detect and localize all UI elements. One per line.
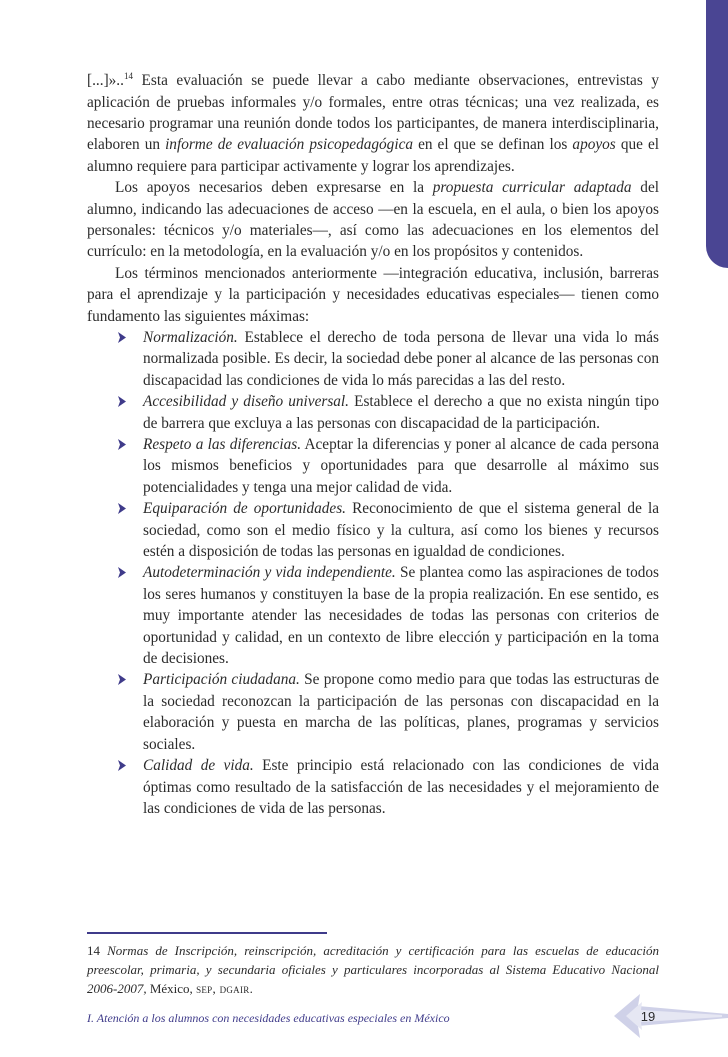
maxim-term: Participación ciudadana.	[143, 671, 300, 689]
list-item: Normalización. Establece el derecho de toda persona de llevar una vida lo más normalizada posible. Es decir, la sociedad debe poner al alcance de las personas con discapacidad las condiciones de vida lo más parecidas a las del resto.	[143, 327, 659, 391]
supports-paragraph: Los apoyos necesarios deben expresarse en la propuesta curricular adaptada del alumno, indicando las adecuaciones de acceso —en la escuela, en el aula, o bien los apoyos personales: técnicos y/o materiales—, así como las adecuaciones en los elementos del currículo: en la metodología, en la evaluación y/o en los propósitos y contenidos.	[87, 179, 659, 261]
chevron-right-icon	[117, 503, 127, 514]
list-item: Accesibilidad y diseño universal. Establece el derecho a que no exista ningún tipo de barrera que excluya a las personas con discapacidad de la participación.	[143, 391, 659, 434]
list-item: Autodeterminación y vida independiente. Se plantea como las aspiraciones de todos los seres humanos y constituyen la base de la propia realización. En ese sentido, es muy importante atender las necesidades de todas las personas con criterios de oportunidad y calidad, en un contexto de libre elección y participación en la toma de decisiones.	[143, 562, 659, 669]
footnote-ref[interactable]: 14	[123, 71, 133, 81]
chevron-right-icon	[117, 396, 127, 407]
body-text	[87, 66, 659, 819]
list-item: Equiparación de oportunidades. Reconocimiento de que el sistema general de la sociedad, como son el medio físico y la cultura, así como los bienes y recursos estén a disposición de todas las personas en igualdad de condiciones.	[143, 498, 659, 562]
footnote-divider	[87, 932, 327, 934]
maxim-term: Autodeterminación y vida independiente.	[143, 564, 396, 582]
chevron-right-icon	[117, 439, 127, 450]
list-item: Calidad de vida. Este principio está relacionado con las condiciones de vida óptimas como resultado de la satisfacción de las necesidades y el mejoramiento de las condiciones de vida de las personas.	[143, 755, 659, 819]
chevron-right-icon	[117, 567, 127, 578]
intro-paragraph: [...]»..$^{14}$ Esta evaluación se puede llevar a cabo mediante observaciones, entrevistas y aplicación de pruebas informales y/o formales, entre otras técnicas; una vez realizada, es necesario programar una reunión donde todos los participantes, de manera interdisciplinaria, elaboren un informe de evaluación psicopedagógica en el que se definan los apoyos que el alumno requiere para participar activamente y lograr los aprendizajes.	[87, 71, 659, 175]
side-tab	[706, 0, 728, 268]
maxim-term: Equiparación de oportunidades.	[143, 500, 346, 518]
chevron-right-icon	[117, 674, 127, 685]
chevron-right-icon	[117, 332, 127, 343]
footnote: 14 Normas de Inscripción, reinscripción, acreditación y certificación para las escuelas de educación preescolar, primaria, y secundaria oficiales y particulares incorporadas al Sistema Educativo Nacional 2006-2007, México, sep, dgair.	[87, 943, 659, 996]
footnote-number: 14	[87, 943, 100, 958]
running-footer: I. Atención a los alumnos con necesidades educativas especiales en México	[87, 1011, 450, 1025]
list-item: Participación ciudadana. Se propone como medio para que todas las estructuras de la sociedad reconozcan la participación de las personas con discapacidad en la elaboración y puesta en marcha de las políticas, planes, programas y servicios sociales.	[143, 669, 659, 755]
maxim-term: Normalización.	[143, 328, 238, 346]
maxim-term: Respeto a las diferencias.	[143, 436, 302, 453]
maxim-term: Accesibilidad y diseño universal.	[143, 393, 350, 411]
chevron-right-icon	[117, 760, 127, 771]
list-item: Respeto a las diferencias. Aceptar la diferencias y poner al alcance de cada persona los mismos beneficios y oportunidades para que desarrolle al máximo sus potencialidades y tenga una mejor calidad de vida.	[143, 434, 659, 498]
footnote-title: Normas de Inscripción, reinscripción, acreditación y certificación para las escuelas de educación preescolar, primaria, y secundaria oficiales y particulares incorporadas al Sistema Educativo Nacional 2006-2007,	[87, 943, 659, 996]
terms-paragraph: Los términos mencionados anteriormente —integración educativa, inclusión, barreras para el aprendizaje y la participación y necesidades educativas especiales— tienen como fundamento las siguientes máximas:	[87, 264, 659, 325]
page-number: 19	[640, 1009, 656, 1024]
maxims-list	[87, 327, 659, 819]
maxim-term: Calidad de vida.	[143, 757, 254, 775]
